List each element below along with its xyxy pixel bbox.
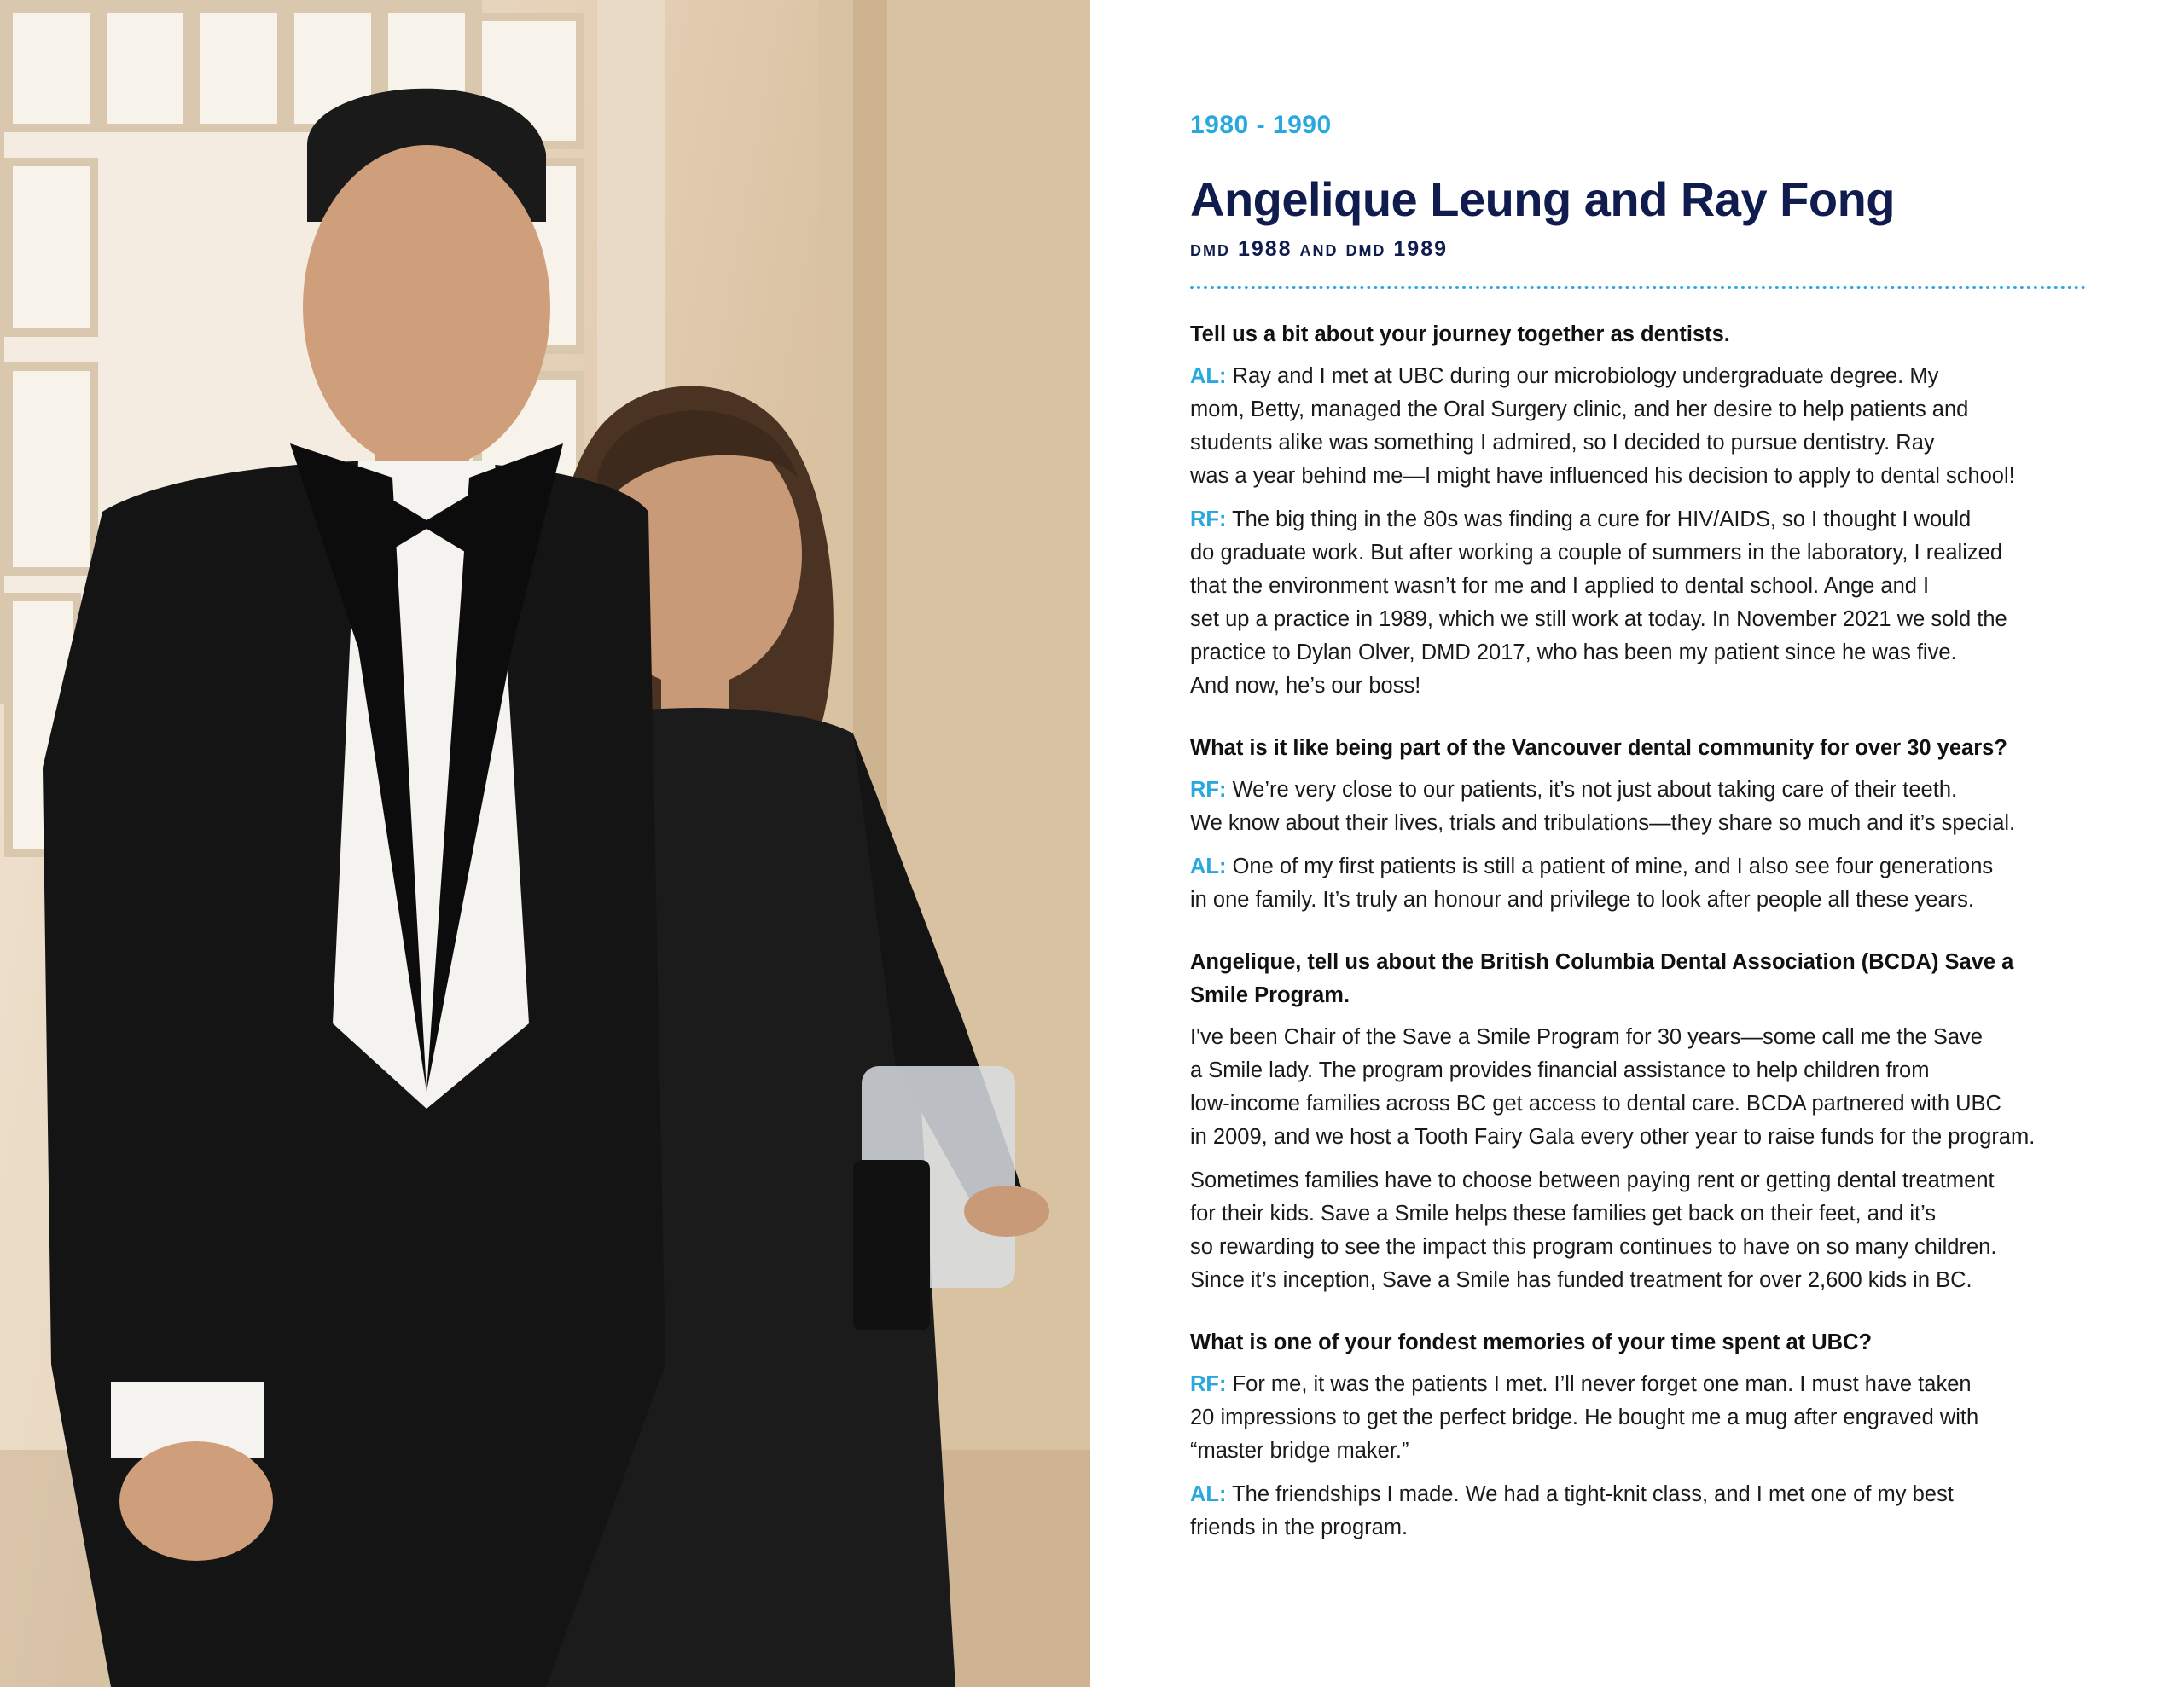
- answer-line: set up a practice in 1989, which we still work at today. In November 2021 we sold the: [1190, 607, 2007, 631]
- paragraph-line: Since it’s inception, Save a Smile has funded treatment for over 2,600 kids in BC.: [1190, 1268, 1972, 1292]
- answer-line: do graduate work. But after working a couple of summers in the laboratory, I realized: [1190, 541, 2003, 565]
- answer-line: For me, it was the patients I met. I’ll never forget one man. I must have taken: [1232, 1372, 1972, 1396]
- answer: [1190, 1478, 2086, 1545]
- answer-line: The friendships I made. We had a tight-knit class, and I met one of my best: [1232, 1482, 1954, 1506]
- speaker-label: RF:: [1190, 778, 1227, 802]
- answer: [1190, 774, 2086, 840]
- article-body: [1190, 318, 2086, 1545]
- article: [1190, 111, 2086, 1545]
- answer-line: that the environment wasn’t for me and I applied to dental school. Ange and I: [1190, 574, 1930, 598]
- answer: [1190, 503, 2086, 703]
- speaker-label: RF:: [1190, 507, 1227, 531]
- answer-line: The big thing in the 80s was finding a cure for HIV/AIDS, so I thought I would: [1232, 507, 1972, 531]
- answer: [1190, 1368, 2086, 1468]
- speaker-label: RF:: [1190, 1372, 1227, 1396]
- speaker-label: AL:: [1190, 364, 1227, 388]
- portrait-photo: [0, 0, 1090, 1687]
- paragraph-line: I've been Chair of the Save a Smile Program for 30 years—some call me the Save: [1190, 1025, 1983, 1049]
- speaker-label: AL:: [1190, 1482, 1227, 1506]
- question: What is one of your fondest memories of your time spent at UBC?: [1190, 1330, 1873, 1354]
- answer: [1190, 850, 2086, 917]
- dotted-divider: [1190, 286, 2086, 289]
- paragraph: [1190, 1021, 2086, 1154]
- speaker-label: AL:: [1190, 855, 1227, 878]
- question-line: Smile Program.: [1190, 983, 1350, 1007]
- article-title: Angelique Leung and Ray Fong: [1190, 172, 1895, 226]
- question-line: Angelique, tell us about the British Columbia Dental Association (BCDA) Save a: [1190, 950, 2014, 974]
- question: What is it like being part of the Vancouver dental community for over 30 years?: [1190, 736, 2007, 760]
- paragraph-line: so rewarding to see the impact this program continues to have on so many children.: [1190, 1235, 1997, 1259]
- paragraph-line: in 2009, and we host a Tooth Fairy Gala every other year to raise funds for the program.: [1190, 1125, 2036, 1149]
- answer-line: friends in the program.: [1190, 1516, 1409, 1539]
- answer-line: We know about their lives, trials and tribulations—they share so much and it’s special.: [1190, 811, 2016, 835]
- answer-line: was a year behind me—I might have influenced his decision to apply to dental school!: [1190, 464, 2015, 488]
- answer-line: “master bridge maker.”: [1190, 1439, 1409, 1463]
- paragraph: [1190, 1164, 2086, 1297]
- answer-line: One of my first patients is still a patient of mine, and I also see four generations: [1232, 855, 1994, 878]
- answer-line: Ray and I met at UBC during our microbiology undergraduate degree. My: [1232, 364, 1939, 388]
- degrees-subtitle: dmd 1988 and dmd 1989: [1190, 237, 1448, 261]
- era-label: 1980 - 1990: [1190, 111, 1332, 139]
- question: [1190, 946, 2086, 1012]
- answer-line: mom, Betty, managed the Oral Surgery clinic, and her desire to help patients and: [1190, 397, 1969, 421]
- paragraph-line: Sometimes families have to choose between paying rent or getting dental treatment: [1190, 1168, 1995, 1192]
- answer-line: 20 impressions to get the perfect bridge. He bought me a mug after engraved with: [1190, 1406, 1979, 1429]
- answer-line: in one family. It’s truly an honour and privilege to look after people all these years.: [1190, 888, 1974, 912]
- portrait-illustration: [0, 0, 1090, 1687]
- paragraph-line: for their kids. Save a Smile helps these families get back on their feet, and it’s: [1190, 1202, 1937, 1226]
- answer-line: And now, he’s our boss!: [1190, 674, 1421, 698]
- question: Tell us a bit about your journey together as dentists.: [1190, 322, 1730, 346]
- answer-line: students alike was something I admired, so I decided to pursue dentistry. Ray: [1190, 431, 1935, 455]
- answer: [1190, 360, 2086, 493]
- answer-line: We’re very close to our patients, it’s not just about taking care of their teeth.: [1232, 778, 1958, 802]
- paragraph-line: a Smile lady. The program provides financial assistance to help children from: [1190, 1058, 1930, 1082]
- answer-line: practice to Dylan Olver, DMD 2017, who has been my patient since he was five.: [1190, 641, 1957, 664]
- paragraph-line: low-income families across BC get access to dental care. BCDA partnered with UBC: [1190, 1092, 2001, 1116]
